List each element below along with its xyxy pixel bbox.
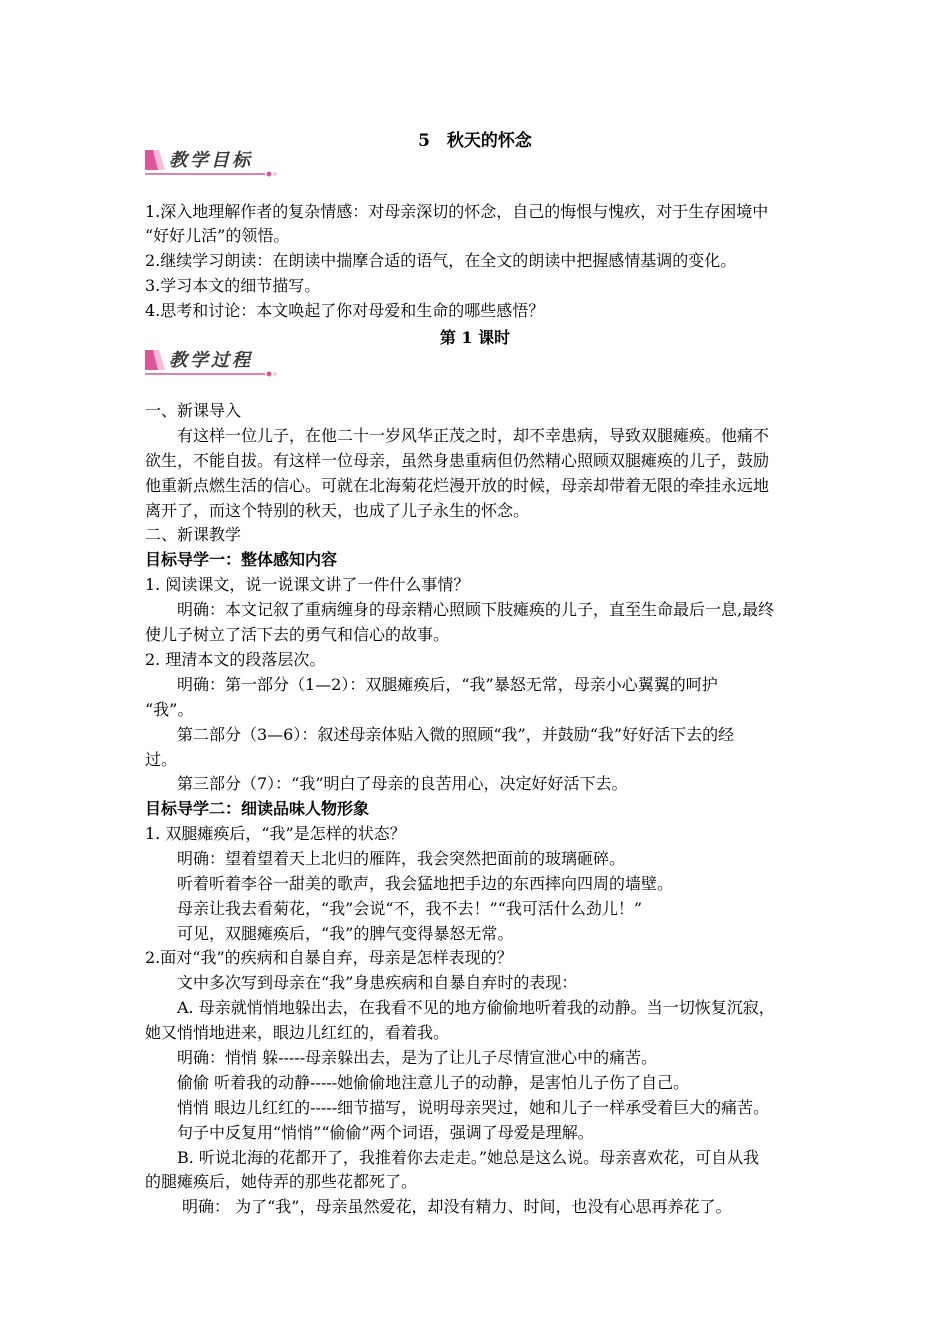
section-heading: 教学目标 <box>169 150 253 171</box>
paragraph-line: 明确：望着望着天上北归的雁阵，我会突然把面前的玻璃砸碎。 <box>177 849 626 868</box>
paragraph-line: 明确：第一部分（1—2）：双腿瘫痪后，“我”暴怒无常，母亲小心翼翼的呵护 <box>177 675 718 694</box>
paragraph-line: 第二部分（3—6）：叙述母亲体贴入微的照顾“我”，并鼓励“我”好好活下去的经 <box>177 725 735 744</box>
goal-line: “好好儿活”的领悟。 <box>145 226 290 245</box>
goal-line: 2.继续学习朗读：在朗读中揣摩合适的语气，在全文的朗读中把握感情基调的变化。 <box>145 251 737 270</box>
paragraph-line: A. 母亲就悄悄地躲出去，在我看不见的地方偷偷地听着我的动静。当一切恢复沉寂， <box>177 998 775 1017</box>
paragraph-line: 句子中反复用“悄悄”“偷偷”两个词语，强调了母爱是理解。 <box>177 1123 594 1142</box>
paragraph-line: 听着听着李谷一甜美的歌声，我会猛地把手边的东西摔向四周的墙壁。 <box>177 874 674 893</box>
lesson-heading: 第 1 课时 <box>439 328 511 347</box>
paragraph-line: 的腿瘫痪后，她侍弄的那些花都死了。 <box>145 1172 418 1191</box>
paragraph-line: 文中多次写到母亲在“我”身患疾病和自暴自弃时的表现： <box>177 973 578 992</box>
section-heading: 一、新课导入 <box>145 401 242 420</box>
paragraph-line: 明确：悄悄 躲-----母亲躲出去，是为了让儿子尽情宣泄心中的痛苦。 <box>177 1048 658 1067</box>
paragraph-line: 悄悄 眼边儿红红的-----细节描写，说明母亲哭过，她和儿子一样承受着巨大的痛苦。 <box>177 1098 770 1117</box>
question-line: 1. 双腿瘫痪后，“我”是怎样的状态？ <box>145 824 406 843</box>
paragraph-line: 明确：本文记叙了重病缠身的母亲精心照顾下肢瘫痪的儿子，直至生命最后一息,最终 <box>177 600 775 619</box>
paragraph-line: 母亲让我去看菊花，“我”会说“不，我不去！”“我可活什么劲儿！” <box>177 899 643 918</box>
paragraph-line: 他重新点燃生活的信心。可就在北海菊花烂漫开放的时候，母亲却带着无限的牵挂永远地 <box>145 476 770 495</box>
subsection-heading: 目标导学一：整体感知内容 <box>145 550 338 569</box>
banner-flag-icon <box>145 148 165 170</box>
goal-line: 3.学习本文的细节描写。 <box>145 276 321 295</box>
paragraph-line: 明确： 为了“我”，母亲虽然爱花，却没有精力、时间，也没有心思再养花了。 <box>182 1197 732 1216</box>
question-line: 1. 阅读课文，说一说课文讲了一件什么事情？ <box>145 575 470 594</box>
section-banner-goals <box>145 146 280 176</box>
paragraph-line: B. 听说北海的花都开了，我推着你去走走。”她总是这么说。母亲喜欢花，可自从我 <box>177 1148 760 1167</box>
banner-underline <box>145 171 277 177</box>
paragraph-line: 欲生，不能自拔。有这样一位母亲，虽然身患重病但仍然精心照顾双腿瘫痪的儿子，鼓励 <box>145 451 770 470</box>
document-title: 5 秋天的怀念 <box>418 131 532 151</box>
paragraph-line: 第三部分（7）：“我”明白了母亲的良苦用心，决定好好活下去。 <box>177 774 628 793</box>
goal-line: 4.思考和讨论：本文唤起了你对母爱和生命的哪些感悟？ <box>145 301 545 320</box>
section-heading: 教学过程 <box>169 350 253 371</box>
paragraph-line: 使儿子树立了活下去的勇气和信心的故事。 <box>145 625 450 644</box>
paragraph-line: 过。 <box>145 750 178 769</box>
paragraph-line: “我”。 <box>145 700 194 719</box>
section-banner-process <box>145 346 280 376</box>
paragraph-line: 可见，双腿瘫痪后，“我”的脾气变得暴怒无常。 <box>177 924 514 943</box>
paragraph-line: 离开了，而这个特别的秋天，也成了儿子永生的怀念。 <box>145 501 530 520</box>
goal-line: 1.深入地理解作者的复杂情感：对母亲深切的怀念，自己的悔恨与愧疚，对于生存困境中 <box>145 202 769 221</box>
section-heading: 二、新课教学 <box>145 525 242 544</box>
paragraph-line: 她又悄悄地进来，眼边儿红红的，看着我。 <box>145 1023 450 1042</box>
banner-flag-icon <box>145 348 165 370</box>
paragraph-line: 有这样一位儿子，在他二十一岁风华正茂之时，却不幸患病，导致双腿瘫痪。他痛不 <box>177 426 770 445</box>
paragraph-line: 偷偷 听着我的动静-----她偷偷地注意儿子的动静，是害怕儿子伤了自己。 <box>177 1073 690 1092</box>
question-line: 2. 理清本文的段落层次。 <box>145 650 326 669</box>
banner-underline <box>145 371 277 377</box>
subsection-heading: 目标导学二：细读品味人物形象 <box>145 799 370 818</box>
question-line: 2.面对“我”的疾病和自暴自弃，母亲是怎样表现的？ <box>145 948 513 967</box>
